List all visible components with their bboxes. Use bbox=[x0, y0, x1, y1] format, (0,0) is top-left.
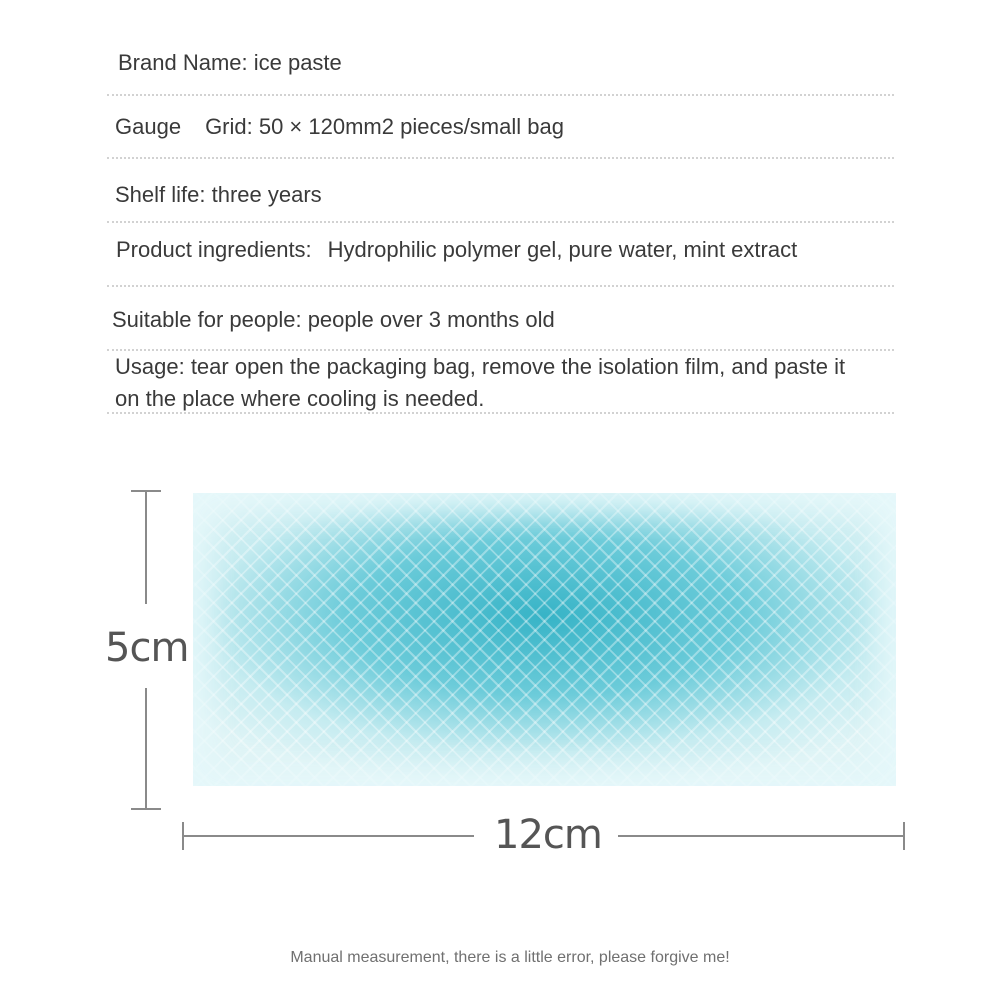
usage-row: Usage: tear open the packaging bag, remove the isolation film, and paste it on the place where cooling is needed. bbox=[115, 354, 846, 411]
row-divider bbox=[107, 157, 894, 159]
row-divider bbox=[107, 94, 894, 96]
row-divider bbox=[107, 285, 894, 287]
height-line-upper bbox=[145, 491, 147, 604]
width-line-left bbox=[182, 835, 474, 837]
height-tick-bottom bbox=[131, 808, 161, 810]
cooling-gel-patch bbox=[193, 493, 896, 786]
height-label: 5cm bbox=[105, 625, 189, 671]
row-divider bbox=[107, 412, 894, 414]
shelf-life-row: Shelf life: three years bbox=[115, 182, 322, 207]
width-line-right bbox=[618, 835, 904, 837]
width-tick-right bbox=[903, 822, 905, 850]
gauge-value: Grid: 50 × 120mm2 pieces/small bag bbox=[205, 114, 564, 139]
height-line-lower bbox=[145, 688, 147, 809]
width-label: 12cm bbox=[494, 812, 602, 858]
row-divider bbox=[107, 221, 894, 223]
ingredients-row bbox=[116, 234, 797, 266]
ingredients-value: Hydrophilic polymer gel, pure water, mint extract bbox=[327, 237, 798, 262]
suitable-row: Suitable for people: people over 3 months old bbox=[112, 307, 555, 332]
brand-name-row: Brand Name: ice paste bbox=[118, 50, 342, 75]
ingredients-label: Product ingredients: bbox=[116, 237, 312, 262]
gauge-label: Gauge bbox=[115, 114, 182, 139]
gauge-row bbox=[115, 111, 564, 143]
measurement-disclaimer: Manual measurement, there is a little error, please forgive me! bbox=[290, 949, 730, 966]
